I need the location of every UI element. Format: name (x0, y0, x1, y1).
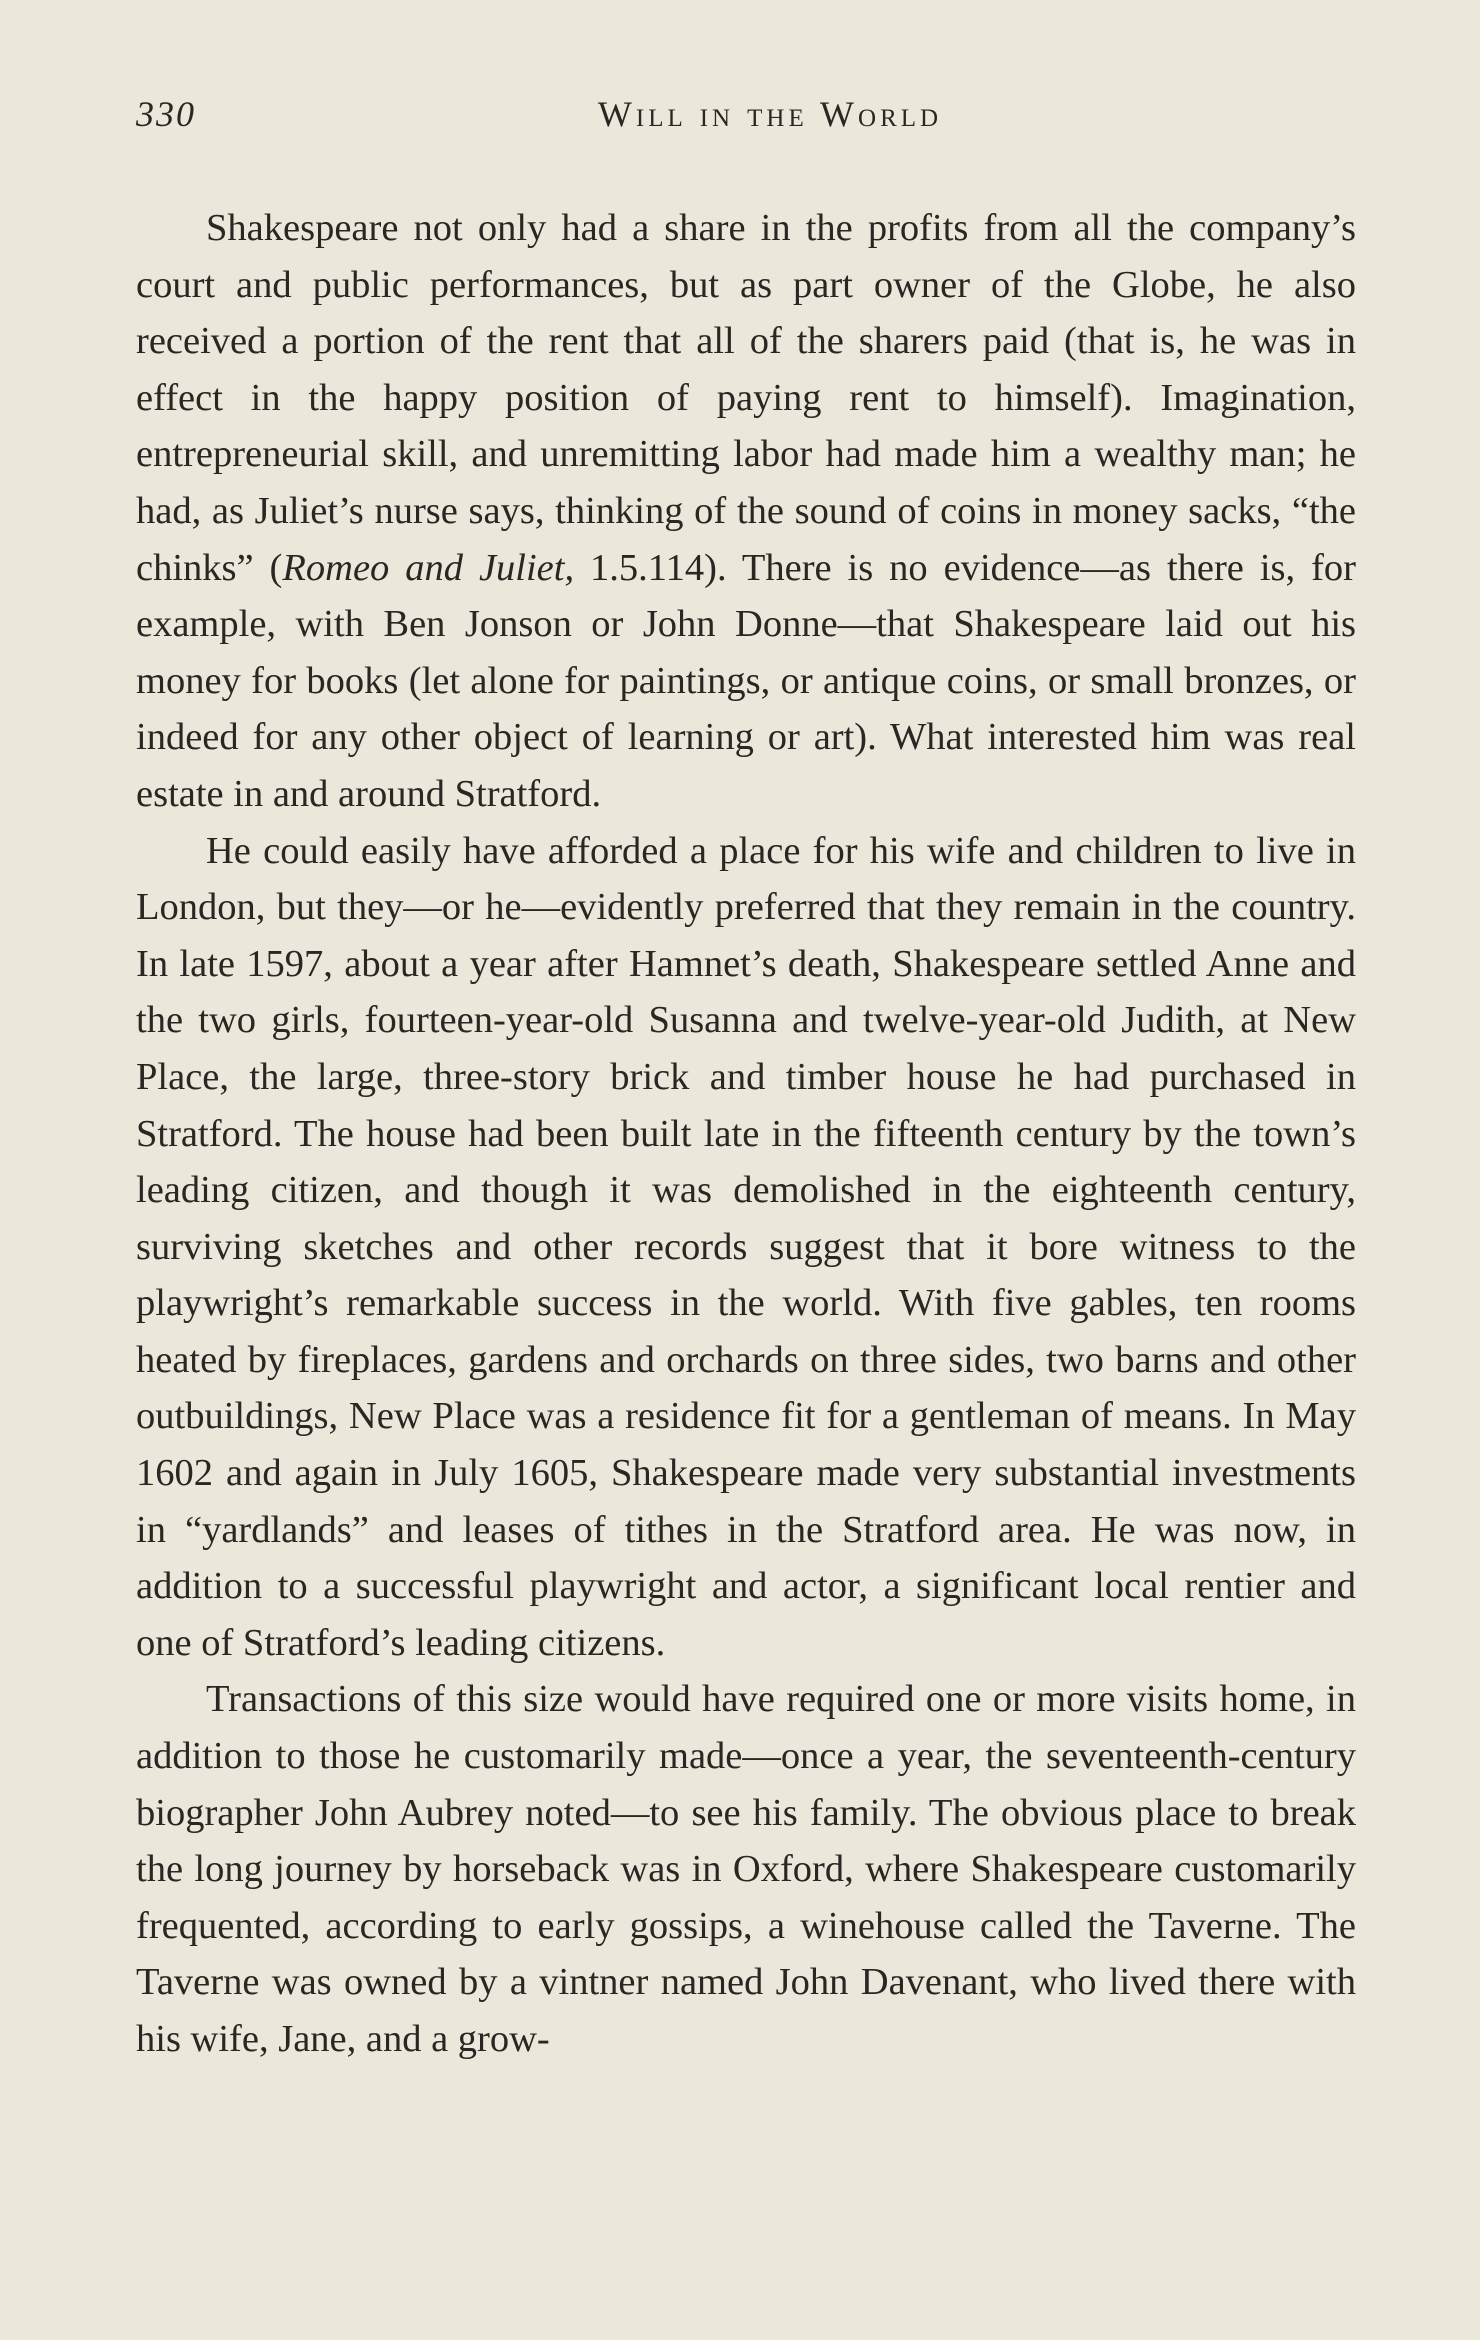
paragraph-3: Transactions of this size would have required one or more visits home, in addition to those he customarily made—once a year, the seventeenth-century biographer John Aubrey noted—to see his family. The obvious place to break the long journey by horseback was in Oxford, where Shakespeare customarily frequented, according to early gossips, a winehouse called the Taverne. The Taverne was owned by a vintner named John Davenant, who lived there with his wife, Jane, and a grow- (136, 1678, 1356, 2060)
paragraph-1-text-b: 1.5.114). There is no evidence—as there is, for example, with Ben Jonson or John Donne—that Shakespeare laid out his money for books (let alone for paintings, or antique coins, or small bronzes, or indeed for any other object of learning or art). What interested him was real estate in and around Stratford. (136, 546, 1356, 815)
page-number: 330 (136, 94, 196, 134)
paragraph-2: He could easily have afforded a place for his wife and children to live in London, but they—or he—evidently preferred that they remain in the country. In late 1597, about a year after Hamnet’s death, Shakespeare settled Anne and the two girls, fourteen-year-old Susanna and twelve-year-old Judith, at New Place, the large, three-story brick and timber house he had purchased in Stratford. The house had been built late in the fifteenth century by the town’s leading citizen, and though it was demolished in the eighteenth century, surviving sketches and other records suggest that it bore witness to the playwright’s remarkable success in the world. With five gables, ten rooms heated by fireplaces, gardens and orchards on three sides, two barns and other outbuildings, New Place was a residence fit for a gentleman of means. In May 1602 and again in July 1605, Shakespeare made very substantial investments in “yardlands” and leases of tithes in the Stratford area. He was now, in addition to a successful playwright and actor, a significant local rentier and one of Stratford’s leading citizens. (136, 829, 1356, 1664)
running-head: Will in the World (597, 94, 943, 134)
play-title: Romeo and Juliet, (282, 546, 575, 589)
paragraph-1-text-a: Shakespeare not only had a share in the profits from all the company’s court and public performances, but as part owner of the Globe, he also received a portion of the rent that all of the sharers paid (that is, he was in effect in the happy position of paying rent to himself). Imagination, entrepreneurial skill, and unremitting labor had made him a wealthy man; he had, as Juliet’s nurse says, thinking of the sound of coins in money sacks, “the chinks” ( (136, 207, 1356, 589)
body-text (136, 200, 1356, 2068)
paragraph-1 (136, 200, 1356, 823)
